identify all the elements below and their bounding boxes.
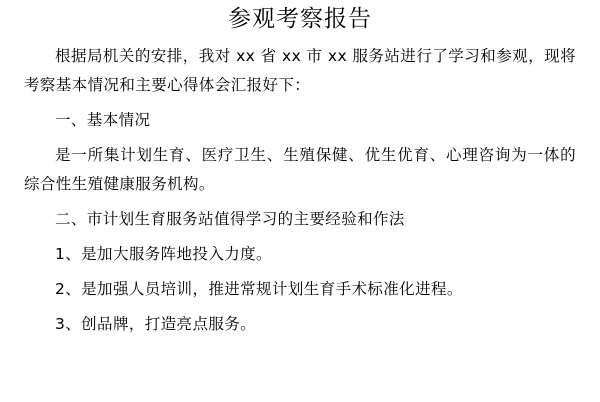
list-item-3: 3、创品牌，打造亮点服务。 [55, 315, 257, 333]
list-item-1: 1、是加大服务阵地投入力度。 [55, 245, 272, 263]
section-1-body: 是一所集计划生育、医疗卫生、生殖保健、优生优育、心理咨询为一体的综合性生殖健康服务机构。 [24, 146, 576, 193]
document-page [0, 2, 600, 402]
page-title: 参观考察报告 [228, 6, 372, 32]
list-item-2: 2、是加强人员培训，推进常规计划生育手术标准化进程。 [55, 280, 463, 298]
section-2-heading: 二、市计划生育服务站值得学习的主要经验和作法 [55, 210, 405, 228]
section-1-heading: 一、基本情况 [55, 111, 151, 129]
paragraph-intro: 根据局机关的安排，我对 xx 省 xx 市 xx 服务站进行了学习和参观，现将考察基本情况和主要心得体会汇报好下： [24, 47, 576, 94]
